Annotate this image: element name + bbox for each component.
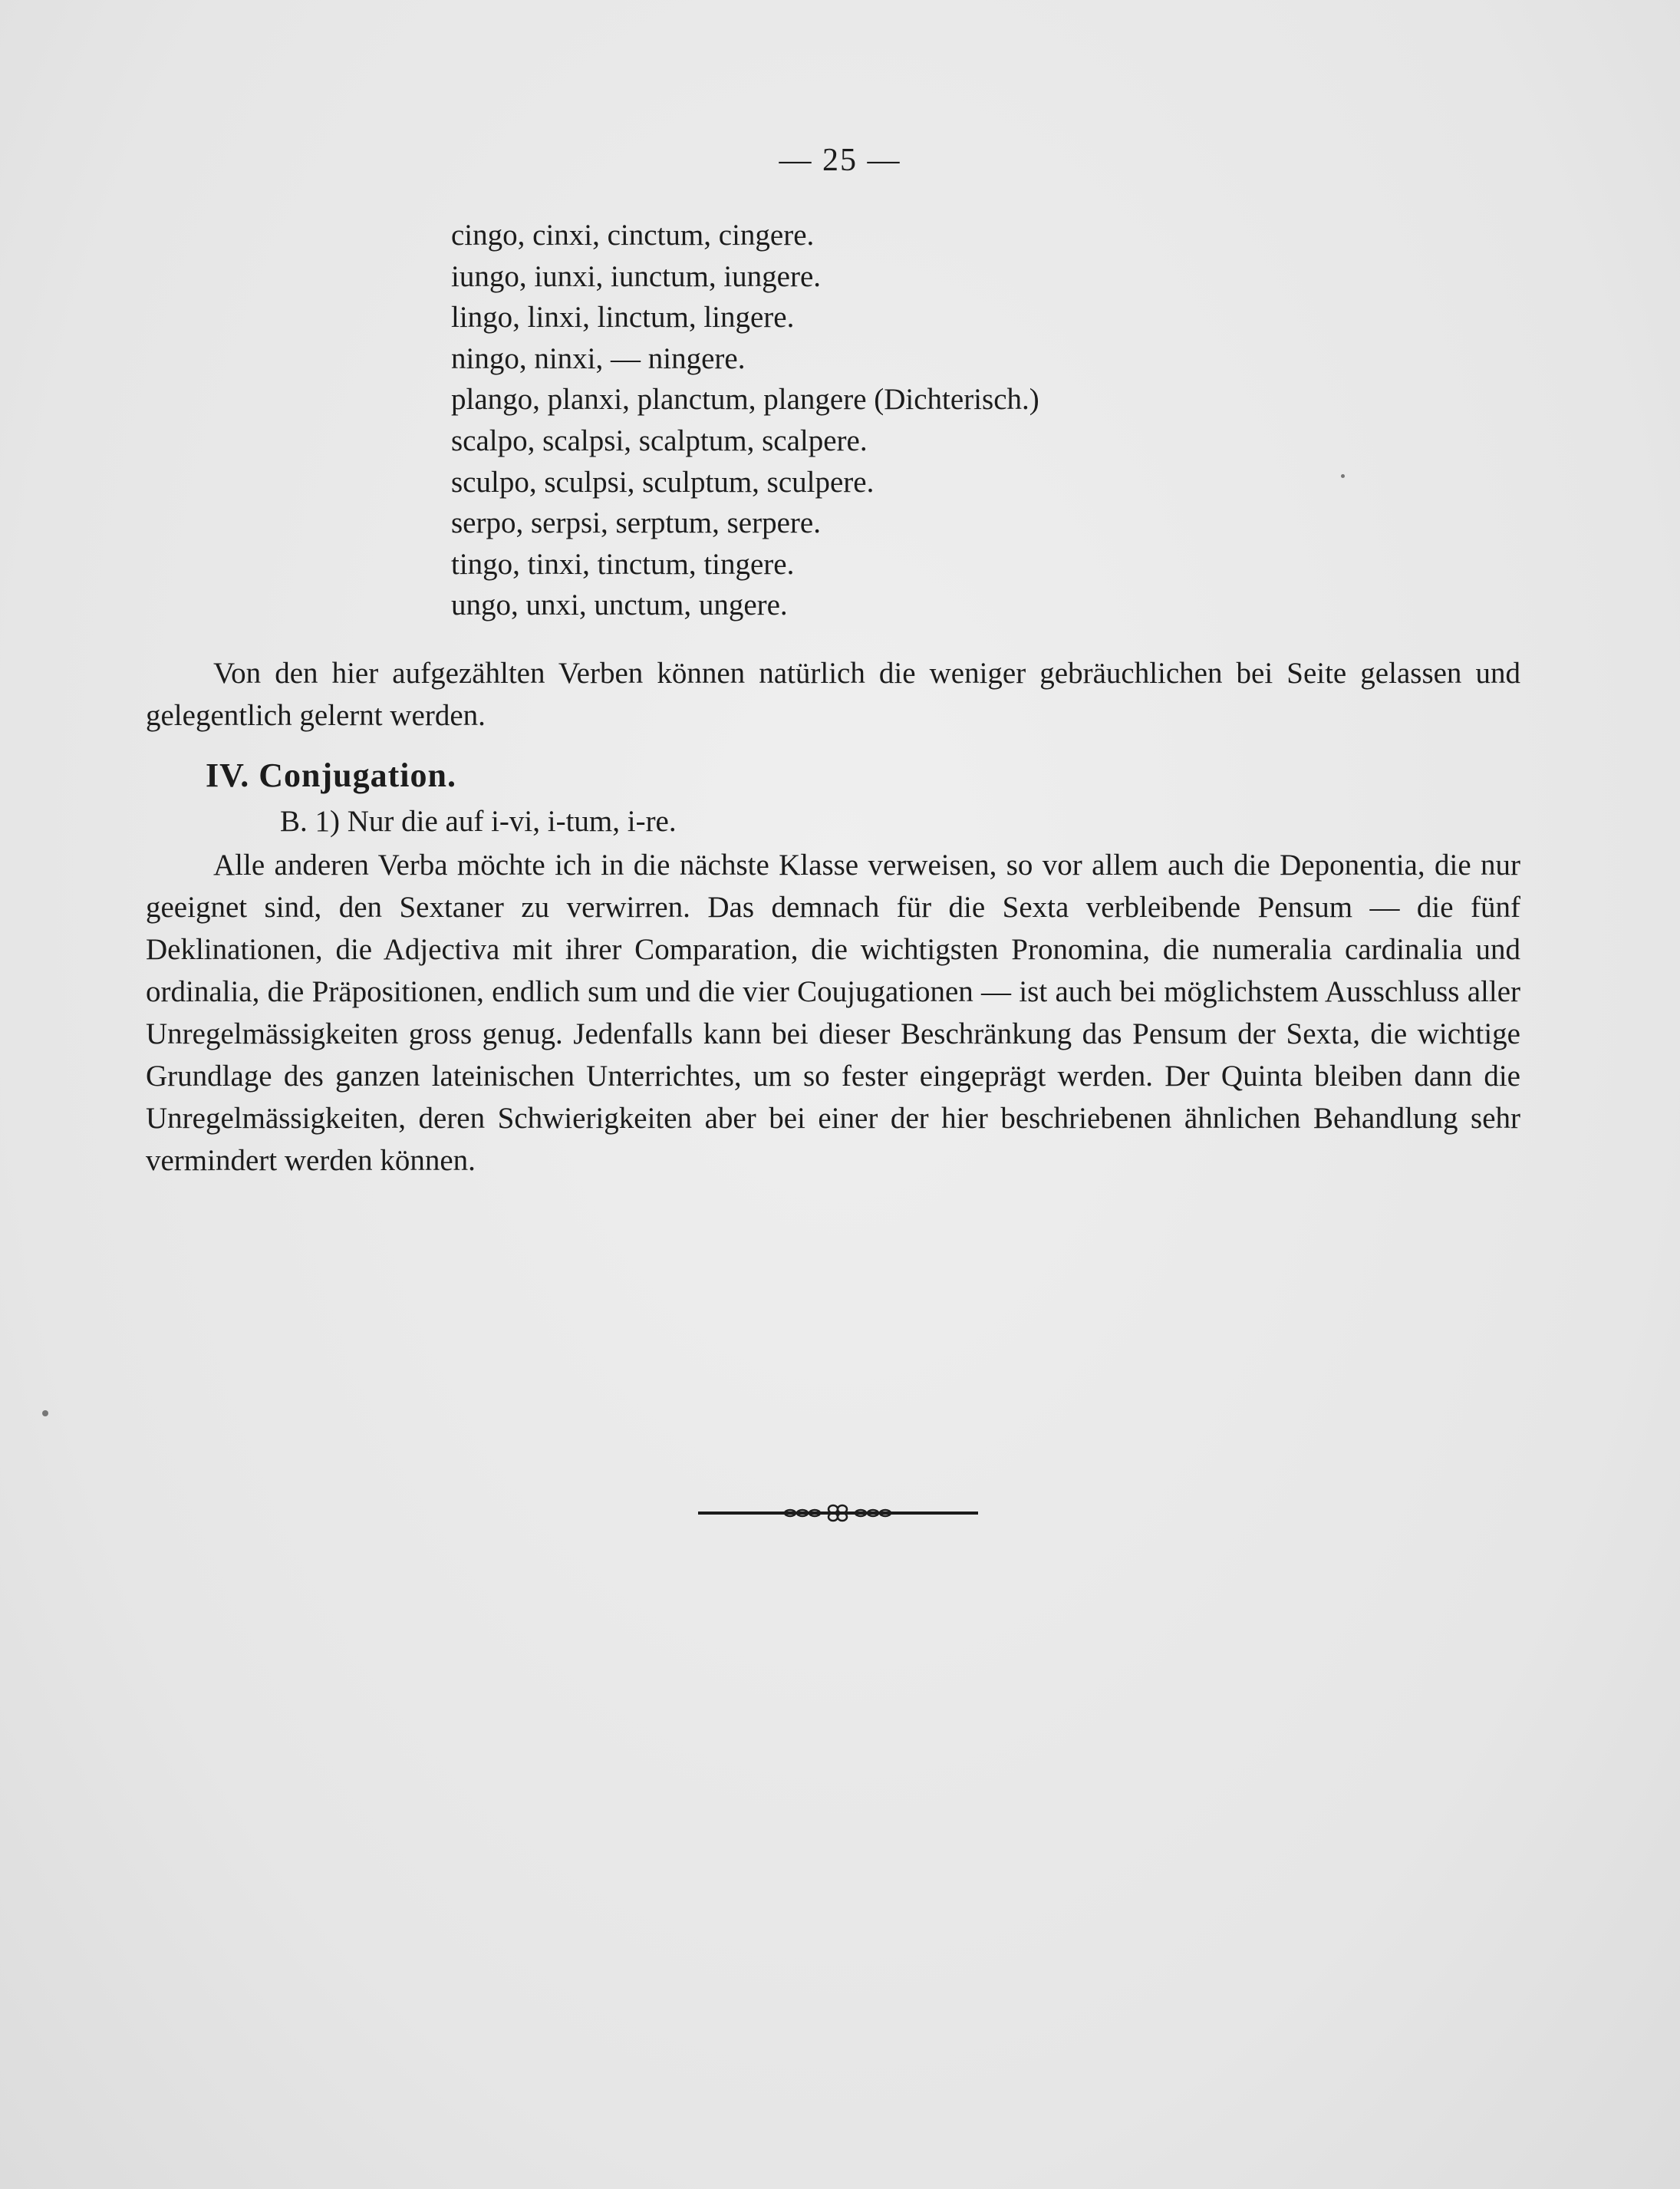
- verb-line: cingo, cinxi, cinctum, cingere.: [451, 219, 815, 252]
- verb-line: ungo, unxi, unctum, ungere.: [451, 588, 788, 622]
- paragraph-text: Alle anderen Verba möchte ich in die nächste Klasse verweisen, so vor allem auch die Deponentia, die nur geeignet sind, den Sextaner zu verwirren. Das demnach für die Sexta verbleibende Pensum — die fünf Deklinationen, die Adjectiva mit ihrer Comparation, die wichtigsten Pronomina, die numeralia cardinalia und ordinalia, die Präpositionen, endlich sum und die vier Coujugationen — ist auch bei möglichstem Ausschluss aller Unregelmässigkeiten gross genug. Jedenfalls kann bei dieser Beschränkung das Pensum der Sexta, die wichtige Grundlage des ganzen lateinischen Unterrichtes, um so fester eingeprägt werden. Der Quinta bleiben dann die Unregelmässigkeiten, deren Schwierigkeiten aber bei einer der hier beschriebenen ähnlichen Behandlung sehr vermindert werden können.: [146, 849, 1520, 1177]
- ink-speck: [42, 1410, 48, 1416]
- verb-line: tingo, tinxi, tinctum, tingere.: [451, 547, 795, 581]
- section-subline: B. 1) Nur die auf i-vi, i-tum, i-re.: [280, 805, 677, 838]
- paragraph-verb-note: [146, 652, 1520, 737]
- section-heading: IV. Conjugation.: [206, 757, 456, 794]
- ink-speck: [1341, 474, 1345, 478]
- paragraph-conclusion: [146, 844, 1520, 1182]
- verb-line: iungo, iunxi, iunctum, iungere.: [451, 259, 822, 293]
- verb-line: serpo, serpsi, serptum, serpere.: [451, 506, 821, 540]
- verb-line: ningo, ninxi, — ningere.: [451, 341, 746, 375]
- verb-line: lingo, linxi, linctum, lingere.: [451, 301, 795, 335]
- paragraph-text: Von den hier aufgezählten Verben können natürlich die weniger gebräuchlichen bei Seite gelassen und gelegentlich gelernt werden.: [146, 657, 1520, 732]
- verb-list: [451, 215, 1039, 626]
- verb-line: sculpo, sculpsi, sculptum, sculpere.: [451, 465, 875, 499]
- decorative-rule-icon: [698, 1504, 978, 1522]
- verb-line: scalpo, scalpsi, scalptum, scalpere.: [451, 424, 868, 457]
- page-number: — 25 —: [779, 143, 901, 178]
- verb-line: plango, planxi, planctum, plangere (Dichterisch.): [451, 383, 1039, 417]
